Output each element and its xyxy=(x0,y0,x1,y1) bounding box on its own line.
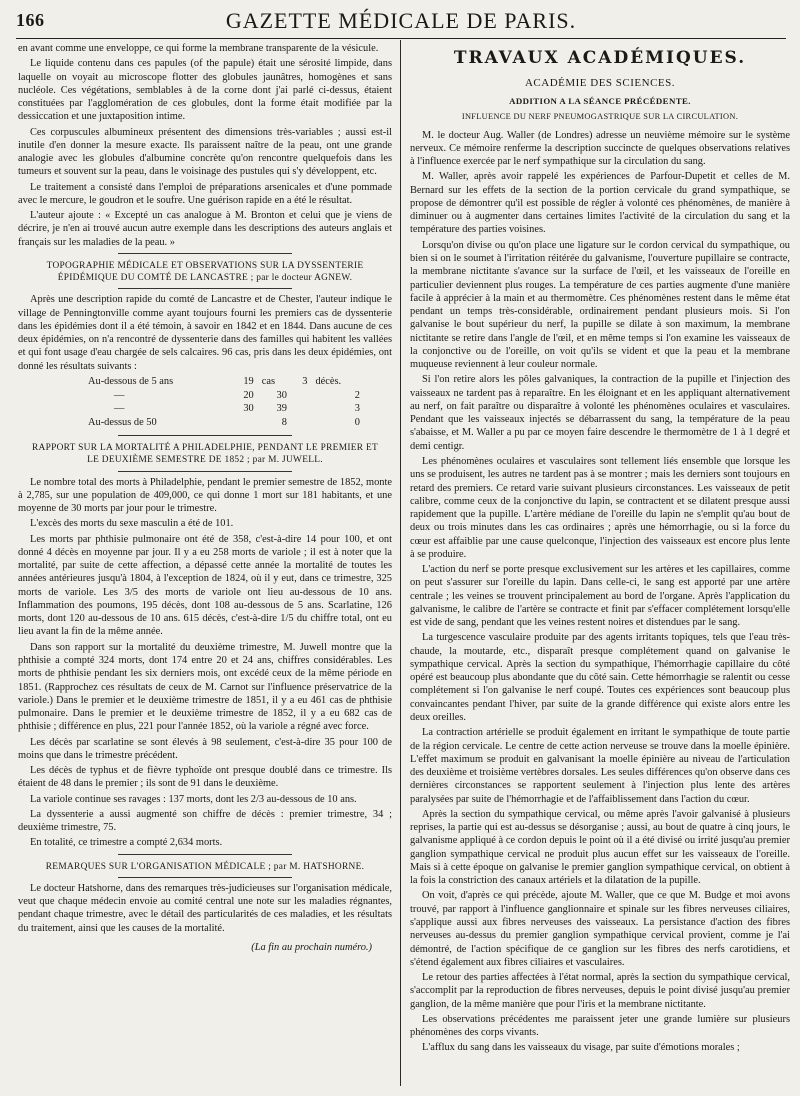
table-cell: 39 xyxy=(276,403,287,415)
table-cell: 0 xyxy=(354,416,360,428)
table-cell: décès. xyxy=(315,376,342,388)
paragraph: M. le docteur Aug. Waller (de Londres) adresse un neuvième mémoire sur le système nerveux. Ce mémoire renferme la description succincte de quelques observations relatives à l'influence exercée par le nerf sympathique sur la circulation du sang. xyxy=(410,129,790,168)
section-title-academie: ACADÉMIE DES SCIENCES. xyxy=(524,76,676,89)
paragraph: Les morts par phthisie pulmonaire ont été de 358, c'est-à-dire 14 pour 100, et ont donné 4 décès en moyenne par jour. Il y a eu 258 morts de variole ; il est à noter que la mortalité, par suite de cette affection, a dépassé cette année la mortalité de toutes les années antérieures jusqu'à 1804, à l'exception de 1824, où il y eut, dans ce trimestre, 325 morts de variole. Les 3/5 des morts de variole ont lieu au-dessous de 10 ans. Inflammation des poumons, 195 décès, dont 108 au-dessous de 5 ans. Scarlatine, 126 morts, dont 120 au-dessous de 10 ans. 615 décès, c'est-à-dire 1/5 du chiffre total, ont eu lieu avant la fin de la même année. xyxy=(18,533,392,638)
table-row xyxy=(84,402,364,416)
journal-title: GAZETTE MÉDICALE DE PARIS. xyxy=(225,8,577,33)
table-row xyxy=(84,416,364,430)
table-cell: 3 xyxy=(302,376,308,388)
paragraph: Ces corpuscules albumineux présentent des dimensions très-variables ; aussi est-il inutile d'en donner la mesure exacte. Ils paraissent naître de la peau, ont une grande analogie avec les globules d'albumine concrète qu'on rencontre quelquefois dans les tumeurs et souvent sur la peau, dans le voisinage des pustules qui s'y développent, etc. xyxy=(18,126,392,178)
section-rule xyxy=(118,877,292,878)
section-heading-philadelphie: RAPPORT SUR LA MORTALITÉ A PHILADELPHIE, PENDANT LE PREMIER ET LE DEUXIÈME SEMESTRE DE 1852 ; par M. JUWELL. xyxy=(31,443,379,466)
right-column xyxy=(410,42,790,1090)
table-cell: Au-dessus de 50 xyxy=(88,416,157,428)
table-cell xyxy=(291,389,312,403)
article-title-influence: INFLUENCE DU NERF PNEUMOGASTRIQUE SUR LA CIRCULATION. xyxy=(461,111,739,121)
section-rule xyxy=(118,854,292,855)
paragraph: Si l'on retire alors les pôles galvaniques, la contraction de la pupille et l'injection des vaisseaux ne tardent pas à reparaître. En les éloignant et en les appliquant alternativement au nerf, on fait paraître ou disparaître à volonté les phénomènes oculaires et vasculaires. Pendant que les vaisseaux injectés se débarrassent du sang, la température de la peau s'abaisse, et M. Waller a pu par ce moyen faire descendre le thermomètre de 1 à 1 degré et demi centigr. xyxy=(410,374,790,452)
age-statistics-table xyxy=(84,375,364,429)
paragraph: L'afflux du sang dans les vaisseaux du visage, par suite d'émotions morales ; xyxy=(422,1042,740,1054)
section-rule xyxy=(118,435,292,436)
left-column xyxy=(18,42,392,1090)
table-cell: Au-dessous de 5 ans xyxy=(88,376,174,388)
table-cell: 19 xyxy=(243,376,254,388)
paragraph: Après la section du sympathique cervical, ou même après l'avoir galvanisé à plusieurs reprises, la partie qui est au-dessus se désorganise ; aussi, au bout de quatre à cinq jours, le galvanisme appliqué à ce cordon depuis le point où il a été divisé ou irrité jusqu'au premier ganglion sympathique cervical ne produit plus aucun effet sur les vaisseaux de l'oreille. Mais si à cette époque on galvanise le premier ganglion sympathique cervical, on obtient à la fois la constriction des canaux artériels et la dilatation de la pupille. xyxy=(410,808,790,887)
table-cell: 8 xyxy=(281,416,287,428)
table-row xyxy=(84,389,364,403)
continued-note: (La fin au prochain numéro.) xyxy=(251,941,372,953)
paragraph: L'excès des morts du sexe masculin a été de 101. xyxy=(30,518,234,530)
paragraph: La variole continue ses ravages : 137 morts, dont les 2/3 au-dessous de 10 ans. xyxy=(30,793,357,805)
paragraph: Le retour des parties affectées à l'état normal, après la section du sympathique cervical, s'accomplit par la reproduction de fibres nerveuses, depuis le point divisé jusqu'au premier ganglion, de la même manière que pour l'iris et la membrane nictitante. xyxy=(410,972,790,1010)
subsection-title-addition: ADDITION A LA SÉANCE PRÉCÉDENTE. xyxy=(509,95,691,106)
column-divider xyxy=(400,40,401,1086)
paragraph: Le nombre total des morts à Philadelphie, pendant le premier semestre de 1852, monte à 2,785, sur une population de 409,000, ce qui donne 1 mort sur 181 habitants, et une moyenne de 30 morts par jour pour le trimestre. xyxy=(18,476,392,515)
paragraph: Lorsqu'on divise ou qu'on place une ligature sur le cordon cervical du sympathique, ou bien si on le soumet à l'irritation réitérée du galvanisme, l'ouverture pupillaire se contracte, la membrane nictitante s'avance sur la surface de l'œil, et les vaisseaux de l'oreille en particulier deviennent plus rouges. La température de ces parties augmente d'une manière facile à apprécier à la main et au thermomètre. Ces phénomènes restent dans le même état pendant un temps très-considérable, ordinairement pendant plusieurs mois. Si l'on galvanise le bout supérieur du nerf, la pupille se dilate à son maximum, la membrane nictitante se retire dans l'angle de l'œil, et en même temps si l'on examine les vaisseaux de la conjonctive ou de l'oreille, on voit qu'ils se vident et que la peau et la membrane muqueuse reviennent à leur couleur normale. xyxy=(410,239,790,371)
paragraph: Les décès par scarlatine se sont élevés à 98 seulement, c'est-à-dire 35 pour 100 de moins que dans le trimestre précédent. xyxy=(18,736,392,761)
paragraph: Le docteur Hatshorne, dans des remarques très-judicieuses sur l'organisation médicale, veut que chaque médecin envoie au comité central une note sur les maladies régnantes, pendant chaque trimestre, avec le détail des particularités de ces maladies, et les résultats du traitement, ainsi que les causes de la mortalité. xyxy=(18,882,392,934)
paragraph: Après une description rapide du comté de Lancastre et de Chester, l'auteur indique le village de Penningtonville comme ayant toujours fourni les premiers cas de dyssenterie dans les épidémies dont il a été témoin, à savoir en 1842 et en 1844. Dans aucune de ces deux épidémies, on n'a rencontré de dyssenterie dans des familles qui habitent les vallées et qui font usage d'eau chargée de sels calcaires. 96 cas, pris dans les deux épidémies, ont donné les résultats suivants : xyxy=(18,294,392,372)
table-cell: 3 xyxy=(354,403,360,415)
paragraph: Dans son rapport sur la mortalité du deuxième trimestre, M. Juwell montre que la phthisie a compté 324 morts, dont 174 entre 20 et 24 ans, chiffres considérables. Les morts de phthisie pendant les six derniers mois, ont excédé ceux de la même période en 1851. (Rapprochez ces résultats de ceux de M. Carnot sur l'influence préservatrice de la variole.) Dans le premier et le deuxième trimestre de 1851, il y a eu 461 cas de phthisie pulmonaire. Dans le premier et le deuxième trimestre de 1852, il y a eu 682 cas de phthisie ; différence en plus, 221 pour l'année 1852, où la variole a régné avec force. xyxy=(18,641,392,733)
section-heading-organisation: REMARQUES SUR L'ORGANISATION MÉDICALE ; par M. HATSHORNE. xyxy=(45,861,365,872)
table-cell: 20 xyxy=(243,389,254,401)
paragraph: Les phénomènes oculaires et vasculaires sont tellement liés ensemble que lorsque les uns se produisent, les autres ne tardent pas à se montrer ; mais les derniers sont toujours en retard des premiers. Ce retard varie suivant plusieurs circonstances. Les vaisseaux de petit calibre, comme ceux de la conjonctive du lapin, se contractent et se dilatent presque aussi rapidement que la pupille. L'artère médiane de l'oreille du lapin ne s'emplit qu'au bout de deux ou trois minutes dans les cas ordinaires ; après une hémorrhagie, ou si la force du cœur est affaiblie par une cause quelconque, l'injection des vaisseaux est encore plus lente à se produire. xyxy=(410,455,790,560)
paragraph: M. Waller, après avoir rappelé les expériences de Parfour-Dupetit et celles de M. Bernard sur les effets de la section de la portion cervicale du grand sympathique, se propose de démontrer qu'il est possible de régler à volonté ces phénomènes, de manière à diminuer ou à augmenter dans certaines limites l'activité de la circulation du sang et la température des parties voisines. xyxy=(410,171,790,236)
paragraph: On voit, d'après ce qui précède, ajoute M. Waller, que ce que M. Budge et moi avons trouvé, par rapport à l'influence ganglionnaire et spinale sur les fibres nerveuses ciliaires, s'applique aussi aux fibres nerveuses des vaisseaux. La persistance d'action des fibres nerveuses au-dessus du premier ganglion sympathique cervical provient, comme je l'ai démontré, de l'action spécifique de ce ganglion sur les fibres des nerfs carotidiens, et s'étend également aux fibres ciliaires et vasculaires. xyxy=(410,890,790,968)
paragraph: Le liquide contenu dans ces papules (of the papule) était une sérosité limpide, dans laquelle on voyait au microscope flotter des globules jaunâtres, homogènes et sans nucléole. Ces végétations, semblables à de la corne dont j'ai parlé ci-dessus, étaient constituées par l'agglomération de ces globules, dont la forme était modifiée par la dessiccation et une juxtaposition intime. xyxy=(18,58,392,123)
section-rule xyxy=(118,288,292,289)
table-cell: — xyxy=(114,389,125,401)
section-rule xyxy=(118,471,292,472)
table-cell xyxy=(291,402,312,416)
section-rule xyxy=(118,253,292,254)
paragraph: L'auteur ajoute : « Excepté un cas analogue à M. Bronton et celui que je viens de décrire, je n'en ai trouvé aucun autre exemple dans les descriptions des auteurs anglais et français sur les maladies de la peau. » xyxy=(18,210,392,248)
paragraph: L'action du nerf se porte presque exclusivement sur les artères et les capillaires, comme on peut s'assurer sur l'oreille du lapin. Dans celle-ci, le sang est apporté par une artère centrale ; les veines se trouvent principalement au bord de l'organe. Après l'application du galvanisme, le calibre de l'artère se contracte et finit par s'effacer complétement lorsqu'elle est vide de sang, pendant que les veines restent noires et distendues par le sang. xyxy=(410,564,790,629)
table-cell: 30 xyxy=(243,403,254,415)
paragraph: Le traitement a consisté dans l'emploi de préparations arsenicales et d'une pommade avec le mercure, le goudron et le soufre. Une guérison rapide en a été le résultat. xyxy=(18,181,392,206)
table-cell: 2 xyxy=(354,389,360,401)
page-number: 166 xyxy=(16,10,45,30)
page-header xyxy=(16,8,786,39)
paragraph: En totalité, ce trimestre a compté 2,634 morts. xyxy=(30,837,223,849)
table-cell: cas xyxy=(261,376,276,388)
section-title-travaux: TRAVAUX ACADÉMIQUES. xyxy=(453,48,747,68)
paragraph: La contraction artérielle se produit également en irritant le sympathique de toute partie de la région cervicale. Le centre de cette action nerveuse se trouve dans la moelle épinière. L'effet maximum se produit en galvanisant la moelle épinière au niveau de l'articulation des deuxième et troisième vertèbres dorsales. Les seules différences qu'on observe dans ces dernières circonstances se rapportent seulement à l'injection plus lente des artères paralysées par suite de l'hémorrhagie et de l'affaiblissement dans l'action du cœur. xyxy=(410,727,790,805)
table-cell: 30 xyxy=(276,389,287,401)
paragraph: Les observations précédentes me paraissent jeter une grande lumière sur plusieurs phénomènes des corps vivants. xyxy=(410,1013,790,1039)
paragraph: La dyssenterie a aussi augmenté son chiffre de décès : premier trimestre, 34 ; deuxième trimestre, 75. xyxy=(18,808,392,834)
table-row xyxy=(84,375,364,389)
paragraph: en avant comme une enveloppe, ce qui forme la membrane transparente de la vésicule. xyxy=(18,43,379,54)
table-cell xyxy=(291,416,312,430)
section-heading-dyssenterie: TOPOGRAPHIE MÉDICALE ET OBSERVATIONS SUR LA DYSSENTERIE ÉPIDÉMIQUE DU COMTÉ DE LANCASTRE ; par le docteur AGNEW. xyxy=(46,260,364,284)
table-cell: — xyxy=(114,403,125,415)
paragraph: La turgescence vasculaire produite par des agents irritants topiques, tels que l'eau très-chaude, la moutarde, etc., disparaît presque complétement quand on galvanise le sympathique cervical. Après la section du sympathique, l'hémorrhagie capillaire du côté opéré est beaucoup plus abondante que du côté sain. Cette hémorrhagie se ralentit ou cesse complétement si l'on galvanise le nerf coupé. Toutes ces expériences sont beaucoup plus convaincantes pendant l'hiver, par suite de la grande différence qui existe alors entre les deux oreilles. xyxy=(410,632,790,724)
table-cell xyxy=(229,416,258,430)
paragraph: Les décès de typhus et de fièvre typhoïde ont presque doublé dans ce trimestre. Ils étaient de 48 dans le premier ; ils sont de 91 dans le deuxième. xyxy=(18,765,392,790)
